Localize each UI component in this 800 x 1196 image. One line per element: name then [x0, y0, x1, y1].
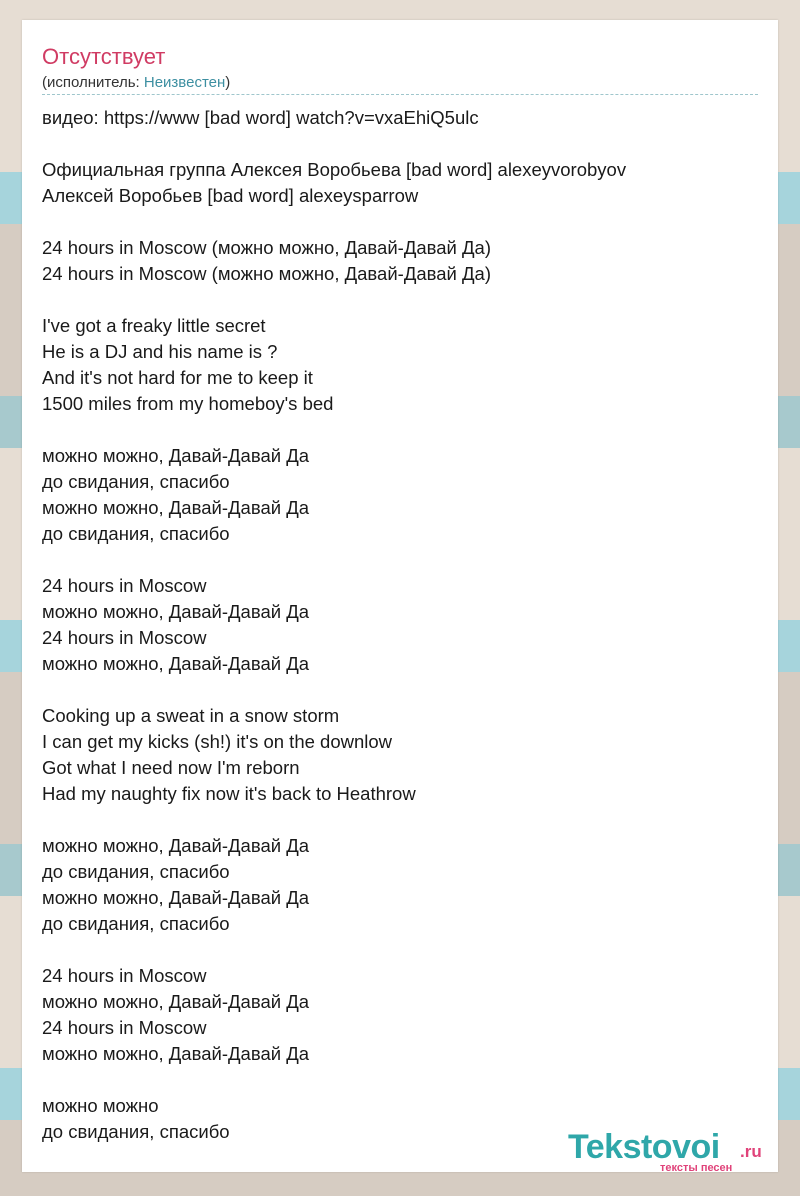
- lyric-line: можно можно, Давай-Давай Да: [42, 835, 310, 856]
- lyric-line: 24 hours in Moscow: [42, 627, 207, 648]
- lyric-line: можно можно, Давай-Давай Да: [42, 497, 310, 518]
- lyric-line: Официальная группа Алексея Воробьева [bad word] alexeyvorobyov: [42, 159, 627, 180]
- song-title: Отсутствует: [42, 44, 166, 69]
- lyric-blank-line: [42, 417, 762, 443]
- lyric-line: I can get my kicks (sh!) it's on the downlow: [42, 731, 393, 752]
- lyric-line: можно можно, Давай-Давай Да: [42, 653, 310, 674]
- lyric-line: He is a DJ and his name is ?: [42, 341, 278, 362]
- divider: [42, 94, 758, 95]
- lyric-line: Алексей Воробьев [bad word] alexeysparrow: [42, 185, 419, 206]
- lyric-line: можно можно, Давай-Давай Да: [42, 445, 310, 466]
- logo-tagline: тексты песен: [660, 1162, 733, 1174]
- lyric-line: 24 hours in Moscow: [42, 1017, 207, 1038]
- site-logo[interactable]: [568, 1128, 778, 1178]
- lyric-line: можно можно, Давай-Давай Да: [42, 887, 310, 908]
- artist-prefix: (исполнитель:: [42, 74, 144, 91]
- lyric-line: I've got a freaky little secret: [42, 315, 266, 336]
- lyric-line: можно можно, Давай-Давай Да: [42, 601, 310, 622]
- lyric-blank-line: [42, 287, 762, 313]
- lyric-line: до свидания, спасибо: [42, 913, 230, 934]
- artist-link[interactable]: Неизвестен: [143, 74, 226, 91]
- lyric-line: And it's not hard for me to keep it: [42, 367, 313, 388]
- lyric-line: Cooking up a sweat in a snow storm: [42, 705, 340, 726]
- lyric-blank-line: [42, 547, 762, 573]
- lyric-line: Had my naughty fix now it's back to Heathrow: [42, 783, 416, 804]
- lyric-line: до свидания, спасибо: [42, 471, 230, 492]
- lyric-line: 1500 miles from my homeboy's bed: [42, 393, 334, 414]
- lyric-blank-line: [42, 937, 762, 963]
- lyric-line: можно можно: [42, 1095, 159, 1116]
- lyric-line: 24 hours in Moscow: [42, 965, 207, 986]
- lyrics-card: [22, 20, 778, 1172]
- lyric-line: до свидания, спасибо: [42, 1121, 230, 1142]
- lyric-line: Got what I need now I'm reborn: [42, 757, 300, 778]
- logo-tld: .ru: [740, 1142, 762, 1161]
- lyric-blank-line: [42, 677, 762, 703]
- lyric-blank-line: [42, 131, 762, 157]
- logo-brand: Tekstovoi: [568, 1128, 720, 1166]
- lyric-line: можно можно, Давай-Давай Да: [42, 991, 310, 1012]
- lyric-line: можно можно, Давай-Давай Да: [42, 1043, 310, 1064]
- lyrics-text: [42, 105, 762, 1145]
- lyric-blank-line: [42, 807, 762, 833]
- lyric-line: 24 hours in Moscow (можно можно, Давай-Давай Да): [42, 237, 492, 258]
- lyric-blank-line: [42, 209, 762, 235]
- artist-suffix: ): [225, 74, 231, 91]
- lyric-line: 24 hours in Moscow (можно можно, Давай-Давай Да): [42, 263, 492, 284]
- lyric-line: 24 hours in Moscow: [42, 575, 207, 596]
- lyric-blank-line: [42, 1067, 762, 1093]
- lyric-line: видео: https://www [bad word] watch?v=vxaEhiQ5ulc: [42, 107, 479, 128]
- lyric-line: до свидания, спасибо: [42, 523, 230, 544]
- lyric-line: до свидания, спасибо: [42, 861, 230, 882]
- artist-line: [42, 74, 230, 91]
